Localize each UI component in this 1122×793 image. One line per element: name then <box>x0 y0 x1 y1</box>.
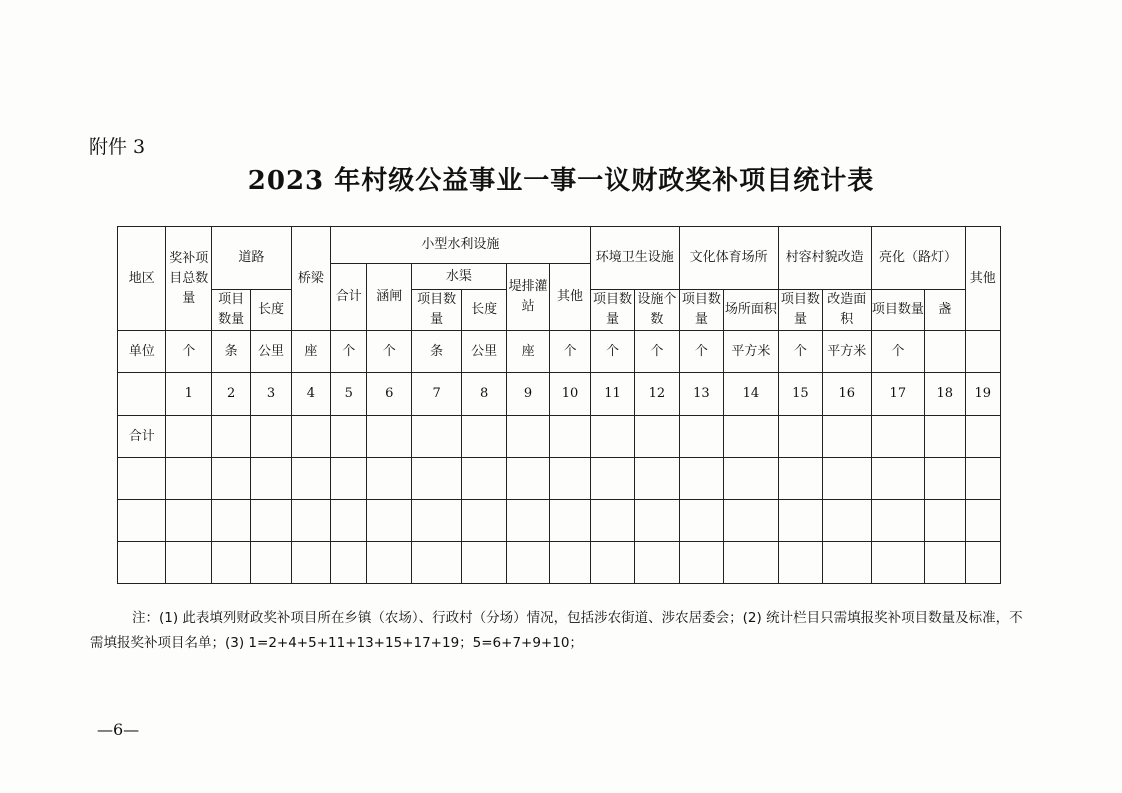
table-cell <box>291 542 330 584</box>
index-cell: 7 <box>411 373 462 416</box>
table-cell <box>118 458 166 500</box>
table-cell <box>590 458 634 500</box>
table-cell <box>925 500 965 542</box>
table-cell <box>331 458 367 500</box>
index-cell: 5 <box>331 373 367 416</box>
page-number: —6— <box>97 720 140 739</box>
index-cell: 12 <box>635 373 679 416</box>
table-cell <box>724 416 779 458</box>
table-cell <box>506 416 549 458</box>
table-cell <box>367 416 411 458</box>
table-cell <box>679 542 723 584</box>
header-canal-length: 长度 <box>462 290 506 331</box>
table-cell <box>411 500 462 542</box>
header-light-count: 项目数量 <box>871 290 925 331</box>
table-cell <box>462 500 506 542</box>
unit-cell: 公里 <box>462 331 506 373</box>
table-cell <box>778 542 822 584</box>
header-road-count: 项目数量 <box>211 290 250 331</box>
unit-cell: 平方米 <box>724 331 779 373</box>
table-cell <box>635 458 679 500</box>
table-cell <box>550 500 590 542</box>
table-cell <box>635 416 679 458</box>
table-cell <box>367 542 411 584</box>
table-cell <box>166 416 211 458</box>
index-row <box>118 373 1001 416</box>
table-cell <box>166 542 211 584</box>
table-cell <box>778 458 822 500</box>
table-cell <box>367 458 411 500</box>
table-cell <box>550 416 590 458</box>
header-village: 村容村貌改造 <box>778 227 871 290</box>
table-cell <box>823 542 872 584</box>
table-cell <box>724 500 779 542</box>
table-cell <box>291 458 330 500</box>
header-water-canal: 水渠 <box>411 264 506 290</box>
table-cell <box>251 416 291 458</box>
table-cell <box>166 458 211 500</box>
table-cell <box>506 500 549 542</box>
table-cell <box>462 458 506 500</box>
unit-cell <box>925 331 965 373</box>
header-culture-area: 场所面积 <box>724 290 779 331</box>
unit-cell: 个 <box>635 331 679 373</box>
header-water-total: 合计 <box>331 264 367 331</box>
table-cell <box>823 416 872 458</box>
index-cell: 8 <box>462 373 506 416</box>
table-cell <box>211 542 250 584</box>
header-road: 道路 <box>211 227 291 290</box>
index-cell: 14 <box>724 373 779 416</box>
table-cell <box>778 500 822 542</box>
table-cell <box>724 458 779 500</box>
unit-cell: 个 <box>590 331 634 373</box>
table-cell <box>965 458 1001 500</box>
unit-cell: 个 <box>550 331 590 373</box>
header-culture-count: 项目数量 <box>679 290 723 331</box>
table-cell <box>291 500 330 542</box>
table-cell <box>679 458 723 500</box>
header-other: 其他 <box>965 227 1001 331</box>
table-cell <box>925 416 965 458</box>
table-cell <box>965 542 1001 584</box>
table-cell <box>590 416 634 458</box>
header-culture: 文化体育场所 <box>679 227 778 290</box>
table-cell <box>506 542 549 584</box>
table-cell <box>166 500 211 542</box>
header-bridge: 桥梁 <box>291 227 330 331</box>
total-row <box>118 416 1001 458</box>
header-water: 小型水利设施 <box>331 227 591 264</box>
index-cell: 1 <box>166 373 211 416</box>
table-cell <box>823 458 872 500</box>
header-total: 奖补项目总数量 <box>166 227 211 331</box>
index-cell: 17 <box>871 373 925 416</box>
table-cell <box>778 416 822 458</box>
index-cell <box>118 373 166 416</box>
table-cell <box>925 458 965 500</box>
table-cell <box>411 458 462 500</box>
unit-cell: 单位 <box>118 331 166 373</box>
table-cell <box>871 416 925 458</box>
statistics-table <box>117 226 1001 584</box>
header-region: 地区 <box>118 227 166 331</box>
table-cell <box>331 416 367 458</box>
header-water-sluice: 涵闸 <box>367 264 411 331</box>
header-env-count: 项目数量 <box>590 290 634 331</box>
table-cell <box>462 542 506 584</box>
total-label: 合计 <box>118 416 166 458</box>
header-light-lamp: 盏 <box>925 290 965 331</box>
table-cell <box>925 542 965 584</box>
table-cell <box>251 458 291 500</box>
table-cell <box>823 500 872 542</box>
index-cell: 3 <box>251 373 291 416</box>
header-road-length: 长度 <box>251 290 291 331</box>
table-cell <box>724 542 779 584</box>
index-cell: 2 <box>211 373 250 416</box>
table-cell <box>331 500 367 542</box>
attachment-label: 附件 3 <box>89 136 146 158</box>
unit-cell: 个 <box>367 331 411 373</box>
table-cell <box>411 542 462 584</box>
table-cell <box>965 416 1001 458</box>
index-cell: 10 <box>550 373 590 416</box>
index-cell: 13 <box>679 373 723 416</box>
index-cell: 18 <box>925 373 965 416</box>
table-cell <box>871 458 925 500</box>
table-cell <box>462 416 506 458</box>
table-cell <box>635 500 679 542</box>
unit-cell: 公里 <box>251 331 291 373</box>
header-env: 环境卫生设施 <box>590 227 679 290</box>
header-canal-count: 项目数量 <box>411 290 462 331</box>
unit-cell: 个 <box>679 331 723 373</box>
header-env-facility: 设施个数 <box>635 290 679 331</box>
index-cell: 15 <box>778 373 822 416</box>
table-cell <box>506 458 549 500</box>
unit-cell <box>965 331 1001 373</box>
unit-cell: 座 <box>291 331 330 373</box>
table-cell <box>118 500 166 542</box>
index-cell: 19 <box>965 373 1001 416</box>
table-cell <box>679 500 723 542</box>
table-cell <box>331 542 367 584</box>
header-village-count: 项目数量 <box>778 290 822 331</box>
table-cell <box>550 542 590 584</box>
header-water-station: 堤排灌站 <box>506 264 549 331</box>
index-cell: 9 <box>506 373 549 416</box>
unit-cell: 个 <box>778 331 822 373</box>
unit-cell: 个 <box>871 331 925 373</box>
unit-cell: 条 <box>211 331 250 373</box>
table-cell <box>550 458 590 500</box>
table-cell <box>635 542 679 584</box>
blank-row <box>118 542 1001 584</box>
table-cell <box>211 458 250 500</box>
index-cell: 4 <box>291 373 330 416</box>
table-cell <box>251 500 291 542</box>
table-cell <box>118 542 166 584</box>
table-cell <box>590 542 634 584</box>
unit-cell: 条 <box>411 331 462 373</box>
table-cell <box>679 416 723 458</box>
table-cell <box>251 542 291 584</box>
page-title: 2023 年村级公益事业一事一议财政奖补项目统计表 <box>247 166 875 196</box>
table-cell <box>871 542 925 584</box>
unit-cell: 个 <box>166 331 211 373</box>
index-cell: 11 <box>590 373 634 416</box>
unit-cell: 个 <box>331 331 367 373</box>
unit-cell: 平方米 <box>823 331 872 373</box>
table-cell <box>211 416 250 458</box>
table-cell <box>367 500 411 542</box>
table-cell <box>965 500 1001 542</box>
header-water-other: 其他 <box>550 264 590 331</box>
header-village-area: 改造面积 <box>823 290 872 331</box>
table-cell <box>291 416 330 458</box>
unit-row <box>118 331 1001 373</box>
index-cell: 16 <box>823 373 872 416</box>
unit-cell: 座 <box>506 331 549 373</box>
index-cell: 6 <box>367 373 411 416</box>
table-cell <box>590 500 634 542</box>
table-cell <box>411 416 462 458</box>
table-cell <box>871 500 925 542</box>
blank-row <box>118 500 1001 542</box>
table-cell <box>211 500 250 542</box>
blank-row <box>118 458 1001 500</box>
footnote: 注：(1) 此表填列财政奖补项目所在乡镇（农场）、行政村（分场）情况，包括涉农街道、涉农居委会；(2) 统计栏目只需填报奖补项目数量及标准，不需填报奖补项目名单；(3) 1=2+4+5+11+13+15+17+19；5=6+7+9+10； <box>90 610 1023 651</box>
header-lighting: 亮化（路灯） <box>871 227 965 290</box>
